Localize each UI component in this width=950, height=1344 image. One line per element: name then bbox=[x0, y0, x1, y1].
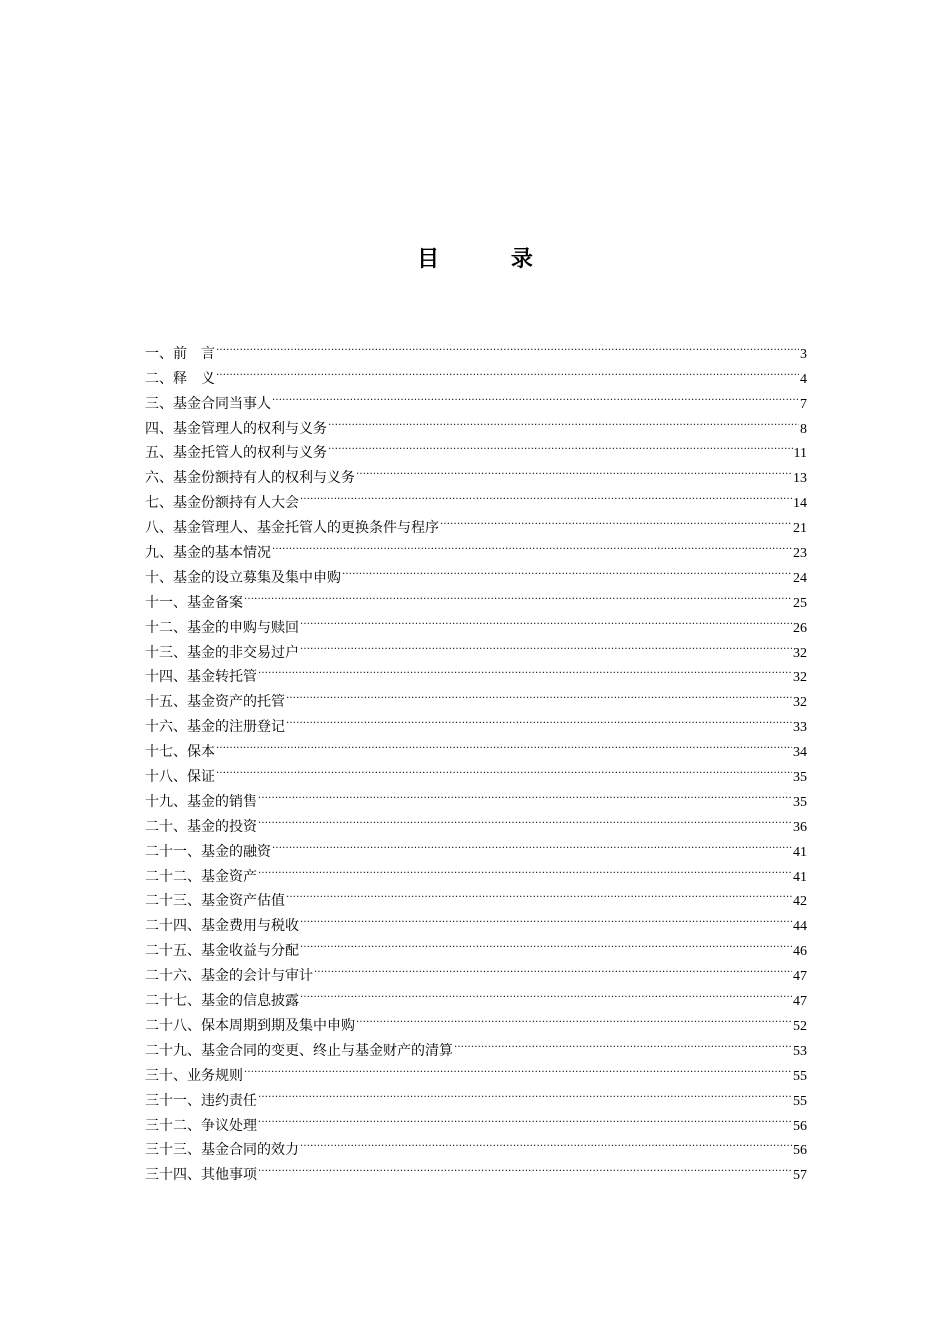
toc-entry-title: 五、基金托管人的权利与义务 bbox=[145, 445, 327, 462]
toc-entry-title: 十一、基金备案 bbox=[145, 594, 243, 611]
toc-entry-title: 四、基金管理人的权利与义务 bbox=[145, 420, 327, 437]
toc-entry-title: 十五、基金资产的托管 bbox=[145, 694, 285, 711]
toc-entry-page-number: 35 bbox=[793, 770, 807, 786]
table-of-contents bbox=[145, 333, 807, 1184]
toc-entry-page-number: 14 bbox=[793, 496, 807, 512]
toc-entry-title: 九、基金的基本情况 bbox=[145, 545, 271, 562]
toc-entry-title: 十八、保证 bbox=[145, 769, 215, 786]
toc-leader-dots bbox=[216, 756, 792, 781]
toc-entry-page-number: 41 bbox=[793, 869, 807, 885]
toc-leader-dots bbox=[272, 532, 792, 557]
toc-entry-title: 十四、基金转托管 bbox=[145, 669, 257, 686]
toc-entry-title: 二十六、基金的会计与审计 bbox=[145, 968, 313, 985]
toc-leader-dots bbox=[244, 582, 792, 607]
toc-leader-dots bbox=[258, 806, 792, 831]
toc-leader-dots bbox=[216, 358, 799, 383]
toc-leader-dots bbox=[300, 930, 792, 955]
toc-leader-dots bbox=[328, 433, 793, 458]
toc-leader-dots bbox=[258, 781, 792, 806]
toc-leader-dots bbox=[286, 681, 792, 706]
toc-entry[interactable] bbox=[145, 756, 807, 786]
toc-entry-page-number: 26 bbox=[793, 620, 807, 636]
toc-entry-page-number: 52 bbox=[793, 1018, 807, 1034]
toc-leader-dots bbox=[314, 955, 792, 980]
toc-entry[interactable] bbox=[145, 607, 807, 636]
toc-entry-page-number: 8 bbox=[800, 421, 807, 437]
toc-entry-title: 二十、基金的投资 bbox=[145, 818, 257, 835]
toc-entry-page-number: 3 bbox=[800, 346, 807, 362]
toc-entry-page-number: 32 bbox=[793, 670, 807, 686]
toc-entry-page-number: 41 bbox=[793, 844, 807, 860]
toc-entry-title: 六、基金份额持有人的权利与义务 bbox=[145, 470, 355, 487]
toc-leader-dots bbox=[258, 657, 792, 682]
toc-entry-page-number: 21 bbox=[793, 521, 807, 537]
toc-leader-dots bbox=[300, 632, 792, 657]
toc-entry-title: 十七、保本 bbox=[145, 744, 215, 761]
toc-entry-title: 十二、基金的申购与赎回 bbox=[145, 619, 299, 636]
toc-leader-dots bbox=[300, 607, 792, 632]
toc-entry[interactable] bbox=[145, 781, 807, 810]
toc-leader-dots bbox=[440, 507, 792, 532]
toc-entry-page-number: 46 bbox=[793, 944, 807, 960]
toc-entry-page-number: 56 bbox=[793, 1143, 807, 1159]
toc-entry-page-number: 32 bbox=[793, 695, 807, 711]
toc-entry-page-number: 34 bbox=[793, 745, 807, 761]
toc-entry-title: 三、基金合同当事人 bbox=[145, 395, 271, 412]
toc-entry-title: 二十九、基金合同的变更、终止与基金财产的清算 bbox=[145, 1042, 453, 1059]
toc-entry-page-number: 7 bbox=[800, 396, 807, 412]
toc-leader-dots bbox=[258, 1154, 792, 1179]
toc-entry-title: 二十一、基金的融资 bbox=[145, 843, 271, 860]
toc-entry-title: 三十二、争议处理 bbox=[145, 1117, 257, 1134]
toc-entry-page-number: 4 bbox=[800, 371, 807, 387]
toc-entry[interactable] bbox=[145, 1055, 807, 1084]
toc-entry-title: 十六、基金的注册登记 bbox=[145, 719, 285, 736]
toc-entry-title: 十三、基金的非交易过户 bbox=[145, 644, 299, 661]
toc-entry-page-number: 42 bbox=[793, 894, 807, 910]
toc-entry-title: 二十三、基金资产估值 bbox=[145, 893, 285, 910]
toc-entry-page-number: 57 bbox=[793, 1168, 807, 1184]
toc-entry-title: 一、前 言 bbox=[145, 345, 215, 362]
toc-leader-dots bbox=[258, 856, 792, 881]
toc-leader-dots bbox=[300, 905, 792, 930]
toc-entry-page-number: 44 bbox=[793, 919, 807, 935]
toc-leader-dots bbox=[300, 980, 792, 1005]
toc-leader-dots bbox=[342, 557, 792, 582]
toc-entry-title: 三十三、基金合同的效力 bbox=[145, 1142, 299, 1159]
toc-leader-dots bbox=[454, 1030, 792, 1055]
toc-entry-page-number: 47 bbox=[793, 969, 807, 985]
toc-entry-page-number: 56 bbox=[793, 1118, 807, 1134]
toc-leader-dots bbox=[216, 333, 799, 358]
toc-entry-page-number: 55 bbox=[793, 1093, 807, 1109]
toc-leader-dots bbox=[356, 457, 792, 482]
toc-entry-title: 八、基金管理人、基金托管人的更换条件与程序 bbox=[145, 520, 439, 537]
toc-leader-dots bbox=[258, 1080, 792, 1105]
toc-entry-title: 二十八、保本周期到期及集中申购 bbox=[145, 1017, 355, 1034]
toc-entry-title: 十、基金的设立募集及集中申购 bbox=[145, 569, 341, 586]
toc-entry-title: 二十四、基金费用与税收 bbox=[145, 918, 299, 935]
toc-entry[interactable] bbox=[145, 358, 807, 387]
page-title: 目 录 bbox=[417, 246, 565, 272]
toc-entry-title: 二十五、基金收益与分配 bbox=[145, 943, 299, 960]
toc-entry-page-number: 32 bbox=[793, 645, 807, 661]
toc-entry-page-number: 13 bbox=[793, 471, 807, 487]
toc-entry-title: 七、基金份额持有人大会 bbox=[145, 495, 299, 512]
toc-entry-page-number: 25 bbox=[793, 595, 807, 611]
toc-leader-dots bbox=[216, 731, 792, 756]
toc-leader-dots bbox=[300, 1130, 792, 1155]
toc-entry-title: 十九、基金的销售 bbox=[145, 793, 257, 810]
toc-entry-title: 三十一、违约责任 bbox=[145, 1092, 257, 1109]
toc-entry-title: 二、释 义 bbox=[145, 370, 215, 387]
toc-entry-title: 二十七、基金的信息披露 bbox=[145, 993, 299, 1010]
toc-entry[interactable] bbox=[145, 582, 807, 611]
toc-entry-page-number: 35 bbox=[793, 794, 807, 810]
toc-entry-page-number: 11 bbox=[793, 446, 807, 462]
toc-entry-page-number: 33 bbox=[793, 720, 807, 736]
toc-entry-page-number: 47 bbox=[793, 994, 807, 1010]
toc-leader-dots bbox=[328, 408, 799, 433]
toc-leader-dots bbox=[286, 706, 792, 731]
toc-leader-dots bbox=[272, 831, 792, 856]
toc-entry-page-number: 55 bbox=[793, 1068, 807, 1084]
toc-leader-dots bbox=[300, 482, 792, 507]
toc-entry[interactable] bbox=[145, 731, 807, 761]
toc-leader-dots bbox=[356, 1005, 792, 1030]
toc-entry-page-number: 23 bbox=[793, 546, 807, 562]
toc-leader-dots bbox=[286, 881, 792, 906]
toc-entry-page-number: 24 bbox=[793, 570, 807, 586]
toc-leader-dots bbox=[258, 1105, 792, 1130]
toc-leader-dots bbox=[272, 383, 799, 408]
toc-entry-page-number: 53 bbox=[793, 1043, 807, 1059]
toc-leader-dots bbox=[244, 1055, 792, 1080]
toc-entry[interactable] bbox=[145, 1080, 807, 1109]
toc-entry-page-number: 36 bbox=[793, 819, 807, 835]
toc-entry[interactable] bbox=[145, 383, 807, 412]
toc-entry-title: 二十二、基金资产 bbox=[145, 868, 257, 885]
toc-entry-title: 三十四、其他事项 bbox=[145, 1167, 257, 1184]
toc-entry-title: 三十、业务规则 bbox=[145, 1067, 243, 1084]
toc-entry[interactable] bbox=[145, 333, 807, 362]
